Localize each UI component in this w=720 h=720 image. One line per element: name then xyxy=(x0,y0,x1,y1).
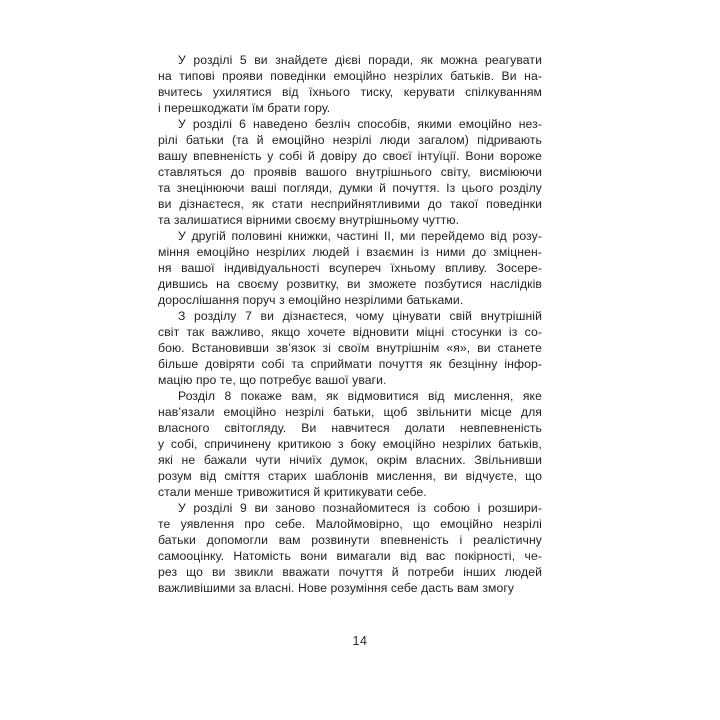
text-line: та знецінюючи ваші погляди, думки й почуття. Із цього розділу xyxy=(158,181,542,195)
text-line: У розділі 9 ви заново познайомитеся із собою і розшири- xyxy=(178,501,542,515)
text-line: та залишатися вірними своєму внутрішньому чуттю. xyxy=(158,213,460,227)
text-line: вашу впевненість у собі й довіру до своєї інтуїції. Вони вороже xyxy=(158,149,542,163)
text-line: У другій половині книжки, частині II, ми перейдемо від розу- xyxy=(178,229,542,243)
text-line: нав’язали емоційно незрілі батьки, щоб звільнити місце для xyxy=(158,405,542,419)
text-line: рез що ви звикли вважати почуття й потреби інших людей xyxy=(158,565,542,579)
text-line: У розділі 5 ви знайдете дієві поради, як можна реагувати xyxy=(178,53,542,67)
text-line: вчитесь ухилятися від їхнього тиску, керувати спілкуванням xyxy=(158,85,542,99)
text-line: те уявлення про себе. Малоймовірно, що емоційно незрілі xyxy=(158,517,542,531)
text-line: дорослішання поруч з емоційно незрілими батьками. xyxy=(158,293,464,307)
text-line: мацію про те, що потребує вашої уваги. xyxy=(158,373,387,387)
paragraph xyxy=(158,308,542,388)
text-line: які не бажали чути нічиїх думок, окрім власних. Звільнивши xyxy=(158,453,542,467)
text-line: міння емоційно незрілих людей і взаємин із ними до зміцнен- xyxy=(158,245,542,259)
text-line: З розділу 7 ви дізнаєтеся, чому цінувати свій внутрішній xyxy=(178,309,542,323)
text-line: у собі, спричинену критикою з боку емоційно незрілих батьків, xyxy=(158,437,542,451)
text-line: стали менше тривожитися й критикувати себе. xyxy=(158,485,427,499)
paragraph xyxy=(158,116,542,228)
text-line: ви дізнаєтеся, як стати несприйнятливими до такої поведінки xyxy=(158,197,542,211)
paragraph xyxy=(158,228,542,308)
page-number: 14 xyxy=(352,634,368,648)
paragraph xyxy=(158,52,542,116)
text-line: Розділ 8 покаже вам, як відмовитися від мислення, яке xyxy=(178,389,542,403)
text-line: бою. Встановивши зв’язок зі своїм внутрішнім «я», ви станете xyxy=(158,341,542,355)
text-line: У розділі 6 наведено безліч способів, якими емоційно нез- xyxy=(178,117,542,131)
text-line: ня вашої індивідуальності всупереч їхньому впливу. Зосере- xyxy=(158,261,542,275)
text-line: і перешкоджати їм брати гору. xyxy=(158,101,331,115)
text-line: на типові прояви поведінки емоційно незрілих батьків. Ви на- xyxy=(158,69,542,83)
text-line: самооцінку. Натомість вони вимагали від вас покірності, че- xyxy=(158,549,542,563)
text-line: дившись на своєму розвитку, ви зможете позбутися наслідків xyxy=(158,277,542,291)
paragraph xyxy=(158,500,542,596)
text-line: більше довіряти собі та сприймати почуття як безцінну інфор- xyxy=(158,357,542,371)
text-line: ставляться до проявів вашого внутрішнього світу, висміюючи xyxy=(158,165,542,179)
paragraph xyxy=(158,388,542,500)
text-line: батьки допомогли вам розвинути впевненість і реалістичну xyxy=(158,533,542,547)
text-line: рілі батьки (та й емоційно незрілі люди загалом) підривають xyxy=(158,133,542,147)
page-text-block xyxy=(158,52,542,596)
text-line: розум від сміття старих шаблонів мислення, ви відчуєте, що xyxy=(158,469,542,483)
text-line: важливішими за власні. Нове розуміння себе дасть вам змогу xyxy=(158,581,515,595)
text-line: власного світогляду. Ви навчитеся долати невпевненість xyxy=(158,421,542,435)
text-line: світ так важливо, якщо хочете відновити міцні стосунки із со- xyxy=(158,325,542,339)
